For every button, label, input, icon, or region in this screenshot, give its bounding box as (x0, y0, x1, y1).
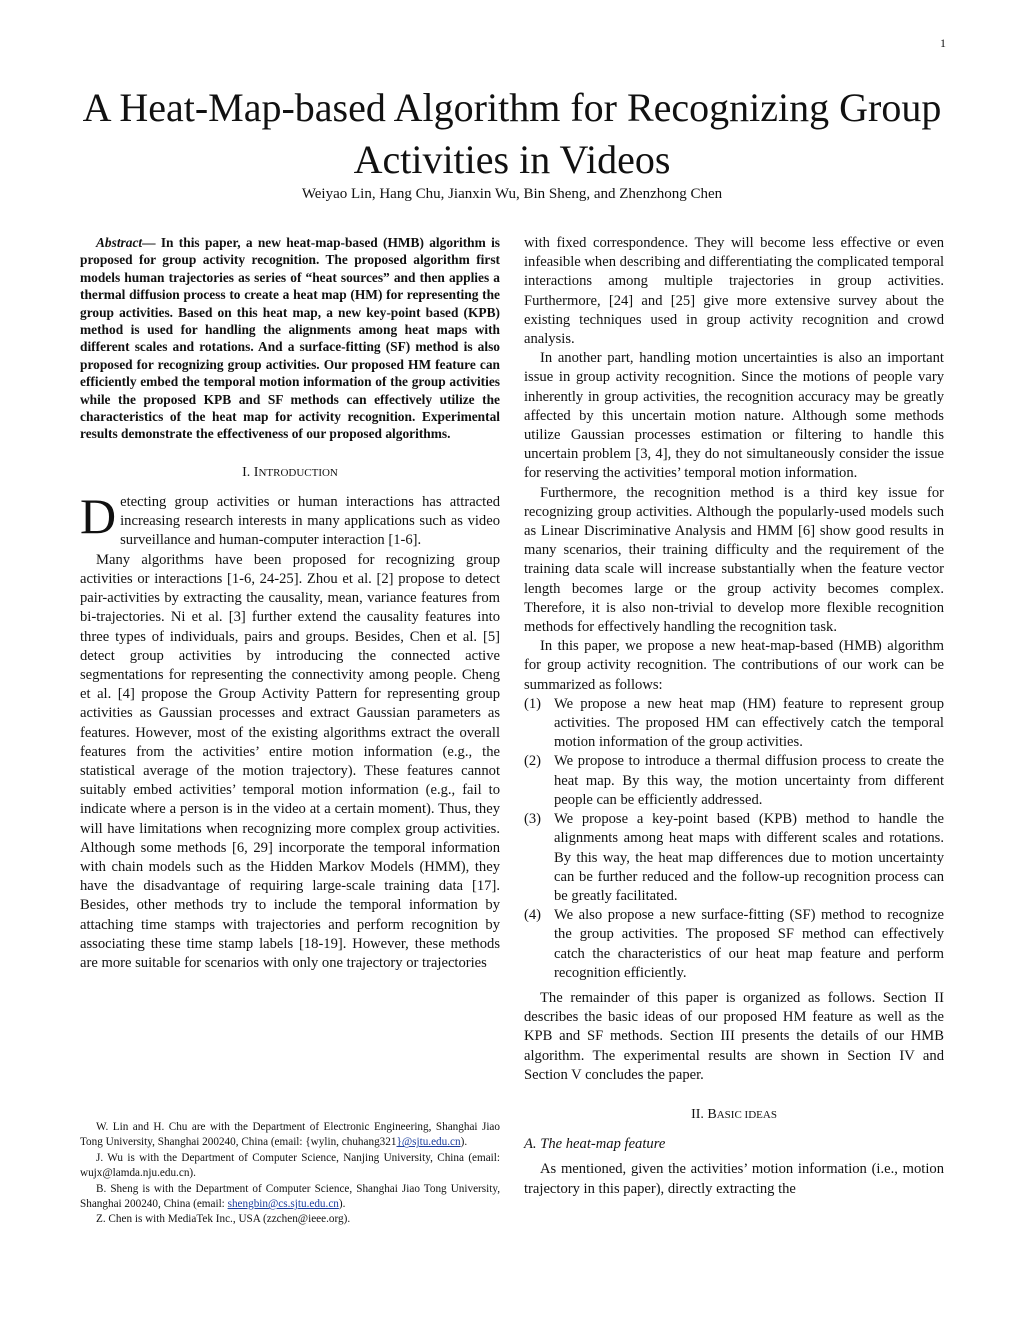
page-number: 1 (940, 36, 946, 50)
email-link-sjtu[interactable]: }@sjtu.edu.cn (396, 1136, 461, 1149)
intro-paragraph-5: Furthermore, the recognition method is a third key issue for recognizing group activities. Although the popularly-used models such as Linear Discriminative Analysis and HMM [6] show good results in many scenarios, their training difficulty and the requirement of the training data scale will increase substantially when the feature vector length becomes large or the group activity becomes complex. Therefore, it is also non-trivial to develop more flexible recognition methods for effectively handling the recognition task. (524, 484, 944, 636)
footnote-2: J. Wu is with the Department of Computer Science, Nanjing University, China (email: wujx@lamda.nju.edu.cn). (80, 1151, 500, 1180)
intro-paragraph-3: with fixed correspondence. They will become less effective or even infeasible when describing and differentiating the complicated temporal interactions among multiple trajectories in group activities. Furthermore, [24] and [25] give more extensive survey about the existing techniques used in group activity recognition and crowd analysis. (524, 235, 944, 348)
section-heading-basic-ideas: II. BASIC IDEAS (691, 1106, 777, 1122)
list-item: (1) We propose a new heat map (HM) feature to represent group activities. The proposed HM can effectively catch the temporal motion information of the group activities. (524, 695, 944, 751)
abstract-dash: — (142, 235, 156, 250)
list-item: (3) We propose a key-point based (KPB) method to handle the alignments among heat maps with different scales and rotations. By this way, the heat map differences due to motion uncertainty can be further reduced and the follow-up recognition process can be greatly facilitated. (524, 811, 944, 904)
left-column (80, 234, 500, 973)
paper-title: A Heat-Map-based Algorithm for Recognizing Group Activities in Videos (82, 85, 942, 182)
drop-cap: D (80, 488, 117, 545)
footnote-1: W. Lin and H. Chu are with the Department of Electronic Engineering, Shanghai Jiao Tong University, Shanghai 200240, China (email: {wylin, chuhang321}@sjtu.edu.cn). (80, 1121, 500, 1149)
subsection-heading: A. The heat-map feature (524, 1136, 666, 1153)
contribution-list (524, 695, 944, 983)
intro-paragraph-6: In this paper, we propose a new heat-map-based (HMB) algorithm for group activity recognition. The contributions of our work can be summarized as follows: (524, 638, 944, 693)
abstract-text: In this paper, a new heat-map-based (HMB) algorithm is proposed for group activity recognition. The proposed algorithm first models human trajectories as series of “heat sources” and then applies a thermal diffusion process to create a heat map (HM) for representing the group activities. Based on this heat map, a new key-point based (KPB) method is used for handling the alignments among heat maps with different scales and rotations. And a surface-fitting (SF) method is also proposed for recognizing group activities. Our proposed HM feature can efficiently embed the temporal motion information of the group activities while the proposed KPB and SF methods can effectively utilize the characteristics of the heat map for activity recognition. Experimental results demonstrate the effectiveness of our proposed algorithms. (80, 235, 500, 442)
intro-paragraph-7: The remainder of this paper is organized as follows. Section II describes the basic ideas of our proposed HM feature as well as the KPB and SF methods. Section III presents the details of our HMB algorithm. The experimental results are shown in Section IV and Section V concludes the paper. (524, 989, 944, 1083)
footnote-4: Z. Chen is with MediaTek Inc., USA (zzchen@ieee.org). (96, 1213, 351, 1226)
section-heading-introduction: I. INTRODUCTION (242, 464, 338, 480)
intro-paragraph-1: Detecting group activities or human interactions has attracted increasing research interests in many applications such as video surveillance and human-computer interaction [1-6]. (80, 488, 500, 549)
email-link-shengbin[interactable]: shengbin@cs.sjtu.edu.cn (227, 1198, 339, 1211)
right-column (524, 234, 944, 1199)
list-item: (2) We propose to introduce a thermal diffusion process to create the heat map. By this way, the motion uncertainty from different people can be efficiently addressed. (524, 753, 944, 808)
author-list: Weiyao Lin, Hang Chu, Jianxin Wu, Bin Sheng, and Zhenzhong Chen (301, 186, 723, 202)
abstract-label: Abstract (96, 235, 143, 250)
footnote-3: B. Sheng is with the Department of Computer Science, Shanghai Jiao Tong University, Shanghai 200240, China (email: shengbin@cs.sjtu.edu.cn). (80, 1182, 500, 1211)
intro-paragraph-2: Many algorithms have been proposed for recognizing group activities or interactions [1-6, 24-25]. Zhou et al. [2] propose to detect pair-activities by extracting the causality, mean, variance features from bi-trajectories. Ni et al. [3] further extend the causality features into three types of individuals, pairs and groups. Besides, Chen et al. [5] detect group activities by introducing the connected active segmentations for representing the connectivity among people. Cheng et al. [4] propose the Group Activity Pattern for representing group activities as Gaussian processes and extract Gaussian parameters as features. However, most of the existing algorithms extract the overall features from the activities’ entire motion information (e.g., the statistical average of the motion trajectory). These features cannot suitably embed activities’ temporal motion information (e.g., fail to indicate where a person is in the video at a certain moment). Thus, they will have limitations when recognizing more complex group activities. Although some methods [6, 29] incorporate the temporal information with chain models such as the Hidden Markov Models (HMM), they have the disadvantage of requiring large-scale training data [17]. Besides, other methods try to include the temporal information by attaching time stamps with trajectories and perform recognition by associating these time stamp labels [18-19]. However, these methods are more suitable for scenarios with only one trajectory or trajectories (80, 551, 500, 971)
abstract (80, 234, 500, 443)
basic-ideas-paragraph-1: As mentioned, given the activities’ motion information (i.e., motion trajectory in this paper), directly extracting the (524, 1161, 944, 1197)
footnotes (80, 1120, 500, 1228)
list-item: (4) We also propose a new surface-fitting (SF) method to recognize the group activities. The proposed SF method can effectively catch the characteristics of our heat map feature and perform recognition efficiently. (524, 907, 944, 981)
intro-paragraph-4: In another part, handling motion uncertainties is also an important issue in group activity recognition. Since the motions of people vary inherently in group activities, the recognition accuracy may be greatly affected by this uncertain motion nature. Although some methods utilize Gaussian processes estimation or filtering to handle this uncertain problem [3, 4], they do not simultaneously consider the issue for reserving the activities’ temporal motion information. (524, 350, 944, 482)
